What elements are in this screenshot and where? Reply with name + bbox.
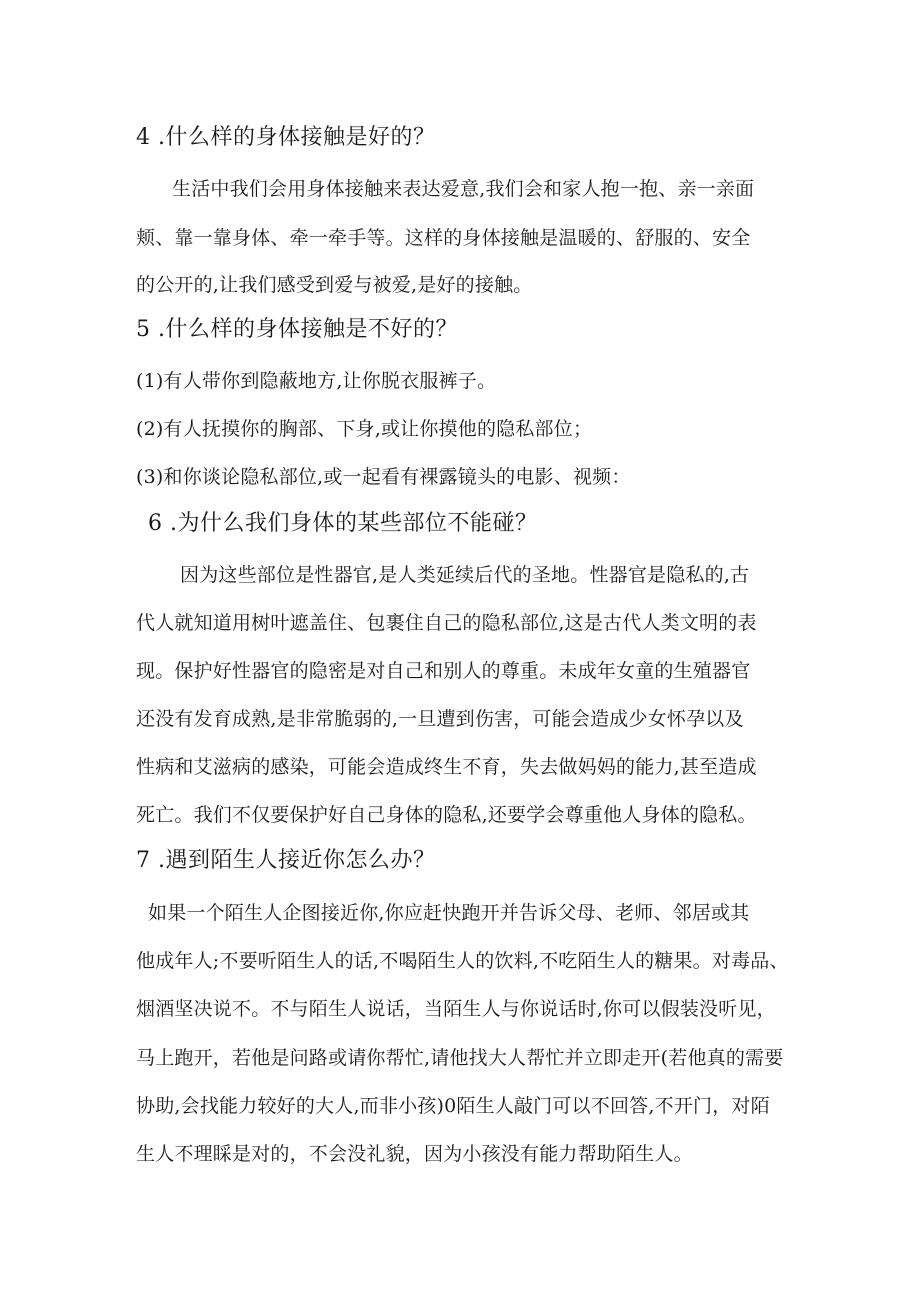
section-6-line-3: 现。保护好性器官的隐密是对自己和别人的尊重。未成年女童的生殖器官	[136, 660, 751, 682]
section-7-line-4: 马上跑开，若他是问路或请你帮忙,请他找大人帮忙并立即走开(若他真的需要	[136, 1047, 784, 1069]
section-7-line-5: 协助,会找能力较好的大人,而非小孩)0陌生人敲门可以不回答,不开门，对陌	[136, 1095, 770, 1117]
section-4-line-1: 生活中我们会用身体接触来表达爱意,我们会和家人抱一抱、亲一亲面	[172, 178, 755, 200]
section-6-line-5: 性病和艾滋病的感染，可能会造成终生不育，失去做妈妈的能力,甚至造成	[136, 756, 757, 778]
section-5-line-3: (3)和你谈论隐私部位,或一起看有裸露镜头的电影、视频：	[136, 466, 631, 488]
section-5-line-2: (2)有人抚摸你的胸部、下身,或让你摸他的隐私部位；	[136, 418, 593, 440]
section-6-line-1: 因为这些部位是性器官,是人类延续后代的圣地。性器官是隐私的,古	[180, 564, 750, 586]
section-7-heading: 7 .遇到陌生人接近你怎么办？	[136, 848, 436, 873]
section-4-line-3: 的公开的,让我们感受到爱与被爱,是好的接触。	[136, 274, 533, 296]
section-7-line-3: 烟酒坚决说不。不与陌生人说话，当陌生人与你说话时,你可以假装没听见，	[136, 998, 776, 1020]
section-6-line-4: 还没有发育成熟,是非常脆弱的,一旦遭到伤害，可能会造成少女怀孕以及	[136, 708, 744, 730]
section-6-line-2: 代人就知道用树叶遮盖住、包裹住自己的隐私部位,这是古代人类文明的表	[136, 612, 757, 634]
section-7-line-1: 如果一个陌生人企图接近你,你应赶快跑开并告诉父母、老师、邻居或其	[148, 902, 750, 924]
section-6-heading: 6 .为什么我们身体的某些部位不能碰？	[148, 511, 538, 536]
section-5-heading: 5 .什么样的身体接触是不好的？	[136, 317, 458, 342]
section-5-line-1: (1)有人带你到隐蔽地方,让你脱衣服裤子。	[136, 370, 497, 392]
section-4-line-2: 颊、靠一靠身体、牵一牵手等。这样的身体接触是温暖的、舒服的、安全	[136, 227, 751, 249]
section-7-line-2: 他成年人;不要听陌生人的话,不喝陌生人的饮料,不吃陌生人的糖果。对毒品、	[136, 950, 789, 972]
section-6-line-6: 死亡。我们不仅要保护好自己身体的隐私,还要学会尊重他人身体的隐私。	[136, 804, 757, 826]
section-4-heading: 4 .什么样的身体接触是好的？	[136, 125, 436, 150]
section-7-line-6: 生人不理睬是对的，不会没礼貌，因为小孩没有能力帮助陌生人。	[136, 1143, 693, 1165]
